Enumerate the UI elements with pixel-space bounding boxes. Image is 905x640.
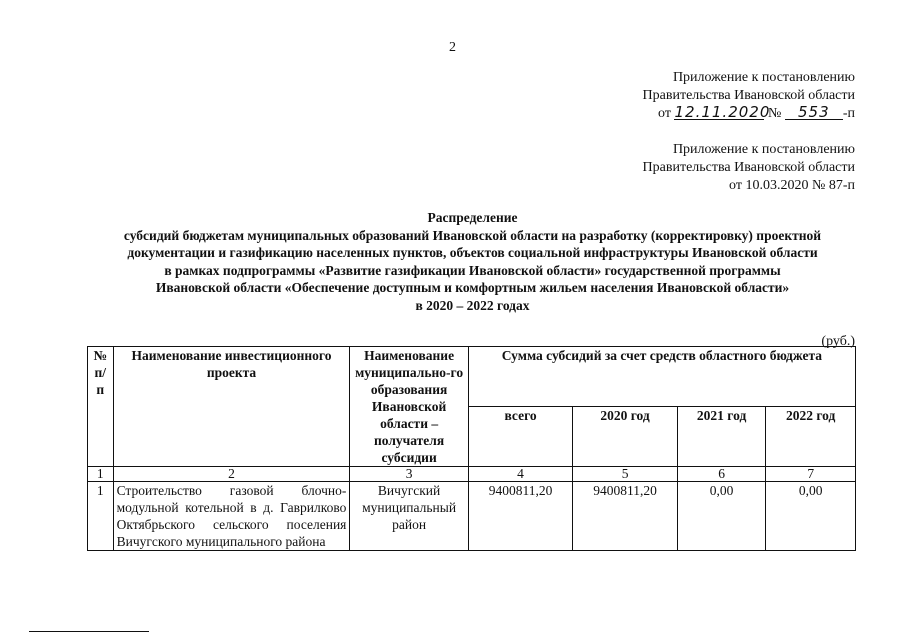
header-2020: 2020 год: [573, 407, 678, 467]
page-number: 2: [449, 40, 456, 55]
title-line1: Распределение: [427, 210, 518, 225]
header-2021: 2021 год: [677, 407, 766, 467]
column-number: 2: [113, 467, 350, 482]
row-2022: 0,00: [766, 482, 856, 551]
appendix-previous: [643, 141, 855, 195]
column-number: 1: [88, 467, 114, 482]
appendix-current-line1: Приложение к постановлению: [672, 70, 855, 85]
appendix-previous-line3: от 10.03.2020 № 87-п: [729, 178, 855, 193]
appendix-previous-line1: Приложение к постановлению: [672, 142, 855, 157]
row-2021: 0,00: [677, 482, 766, 551]
column-number-row: [88, 467, 856, 482]
column-number: 6: [677, 467, 766, 482]
column-number: 4: [468, 467, 573, 482]
header-sum-group: Сумма субсидий за счет средств областного бюджета: [468, 347, 855, 407]
column-number: 5: [573, 467, 678, 482]
appendix-previous-line2: Правительства Ивановской области: [642, 160, 855, 175]
header-2022: 2022 год: [766, 407, 856, 467]
row-project: Строительство газовой блочно-модульной котельной в д. Гаврилково Октябрьского сельского поселения Вичугского муниципального района: [113, 482, 350, 551]
number-suffix: -п: [842, 106, 855, 121]
appendix-current: [643, 69, 855, 123]
appendix-current-line3: [643, 105, 855, 123]
document-title: [40, 209, 905, 314]
title-line3: документации и газификацию населенных пунктов, объектов социальной инфраструктуры Ивановской области: [127, 245, 818, 260]
number-label: №: [767, 106, 782, 121]
table-row: [88, 482, 856, 551]
handwritten-date: 12.11.2020: [674, 103, 771, 121]
title-line5: Ивановской области «Обеспечение доступным и комфортным жильем населения Ивановской области»: [155, 280, 790, 295]
row-municipality: Вичугский муниципальный район: [350, 482, 468, 551]
column-number: 7: [766, 467, 856, 482]
row-num: 1: [88, 482, 114, 551]
appendix-current-line2: Правительства Ивановской области: [642, 88, 855, 103]
title-line6: в 2020 – 2022 годах: [415, 297, 530, 313]
handwritten-number: 553: [785, 105, 843, 120]
header-project: Наименование инвестиционного проекта: [113, 347, 350, 467]
from-label: от: [658, 106, 671, 121]
header-row-1: [88, 347, 856, 407]
units-label: (руб.): [821, 334, 855, 349]
header-municipality: Наименование муниципально-го образования Ивановской области – получателя субсидии: [350, 347, 468, 467]
header-num: № п/п: [88, 347, 114, 467]
subsidy-table: [87, 346, 856, 551]
title-line4: в рамках подпрограммы «Развитие газификации Ивановской области» государственной программы: [164, 262, 781, 278]
header-total: всего: [468, 407, 573, 467]
column-number: 3: [350, 467, 468, 482]
row-2020: 9400811,20: [573, 482, 678, 551]
title-line2: субсидий бюджетам муниципальных образований Ивановской области на разработку (корректировку) проектной: [123, 227, 822, 243]
row-total: 9400811,20: [468, 482, 573, 551]
footnote-divider: [29, 631, 149, 632]
